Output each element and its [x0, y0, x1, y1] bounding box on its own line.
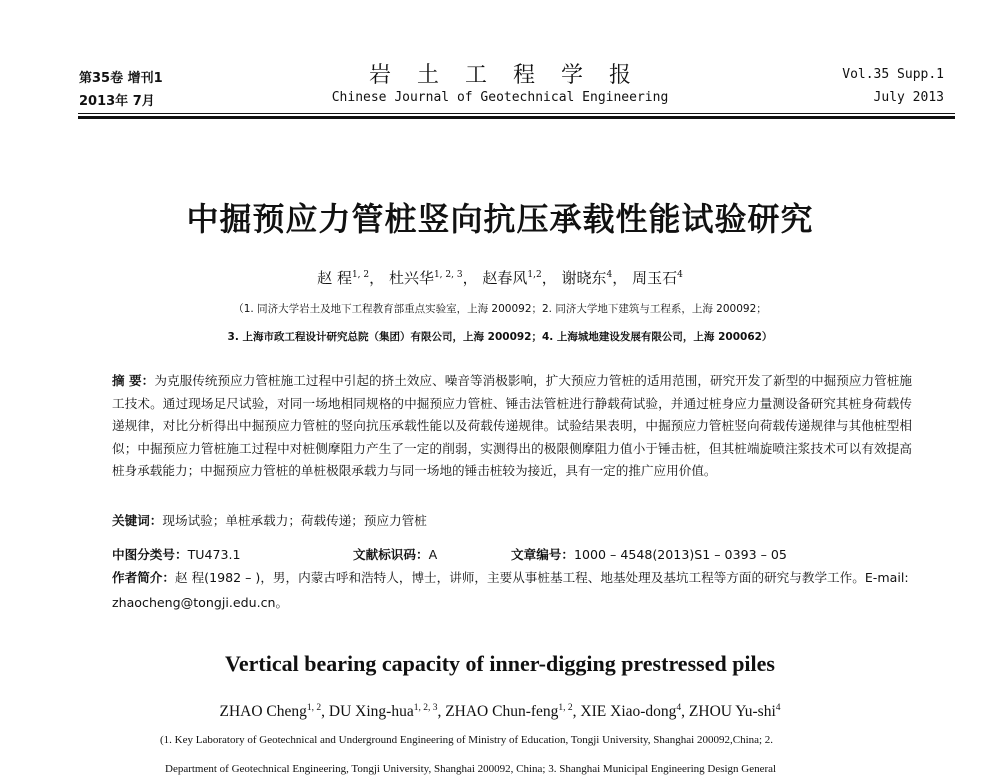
clc-number: 中图分类号：TU473.1	[112, 547, 241, 562]
header-volume: Vol.35 Supp.1	[842, 67, 944, 82]
author-zh: 杜兴华$^{1, 2, 3}$，	[388, 269, 478, 287]
paper-title-zh: 中掘预应力管桩竖向抗压承载性能试验研究	[186, 200, 814, 238]
author-list-en	[0, 703, 1000, 721]
keywords-text: 现场试验；单桩承载力；荷载传递；预应力管桩	[162, 513, 427, 528]
bio-label: 作者简介：	[112, 570, 175, 585]
author-en: ZHOU Yu-shi$^4$	[688, 703, 781, 721]
author-bio	[112, 566, 912, 615]
author-en: DU Xing-hua$^{1, 2, 3}$,	[328, 703, 446, 721]
author-en: ZHAO Chun-feng$^{1, 2}$,	[445, 703, 581, 721]
journal-title-zh: 岩土工程学报	[368, 63, 657, 88]
header-rule-thick	[78, 116, 955, 119]
affiliation-en-line: Department of Geotechnical Engineering, Tongji University, Shanghai 200092, China; 3. Shanghai Municipal Engineering Design General	[165, 763, 777, 775]
affiliation-zh-line: （1. 同济大学岩土及地下工程教育部重点实验室，上海 200092；2. 同济大学地下建筑与工程系，上海 200092；	[233, 303, 767, 315]
bio-text: 赵 程(1982 – )，男，内蒙古呼和浩特人，博士，讲师，主要从事桩基工程、地基处理及基坑工程等方面的研究与教学工作。E-mail: zhaocheng@tongji.edu.cn。	[112, 570, 909, 610]
header-issue: 第35卷 增刊1	[79, 71, 163, 86]
keywords-zh	[112, 510, 427, 529]
abstract-text: 为克服传统预应力管桩施工过程中引起的挤土效应、噪音等消极影响，扩大预应力管桩的适用范围，研究开发了新型的中掘预应力管桩施工技术。通过现场足尺试验，对同一场地相同规格的中掘预应力管桩、锤击法管桩进行静载荷试验，并通过桩身应力量测设备研究其桩身荷载传递规律，对比分析得出中掘预应力管桩的竖向抗压承载性能以及荷载传递规律。试验结果表明，中掘预应力管桩竖向荷载传递规律与其他桩型相似；中掘预应力管桩施工过程中对桩侧摩阻力产生了一定的削弱，实测得出的极限侧摩阻力值小于锤击桩，但其桩端旋喷注浆技术可以有效提高桩身承载能力；中掘预应力管桩的单桩极限承载力与同一场地的锤击桩较为接近，具有一定的推广应用价值。	[112, 373, 913, 478]
abstract-zh	[112, 370, 912, 483]
author-zh: 赵春风$^{1,2}$，	[482, 269, 557, 287]
author-en: ZHAO Cheng$^{1, 2}$,	[219, 703, 329, 721]
abstract-label: 摘 要：	[112, 373, 155, 388]
journal-title-en: Chinese Journal of Geotechnical Engineering	[331, 90, 669, 105]
header-date-en: July 2013	[873, 90, 944, 105]
author-en: XIE Xiao-dong$^4$,	[580, 703, 689, 721]
keywords-label: 关键词：	[112, 513, 163, 528]
header-date-zh: 2013年 7月	[79, 94, 155, 109]
header-rule-thin	[78, 113, 955, 114]
affiliation-en-line: (1. Key Laboratory of Geotechnical and Underground Engineering of Ministry of Education, Tongji University, Shanghai 200092,China; 2.	[160, 734, 774, 746]
author-list-zh	[0, 267, 1000, 288]
author-zh: 谢晓东$^4$，	[561, 269, 628, 287]
paper-title-en: Vertical bearing capacity of inner-digging prestressed piles	[225, 651, 775, 676]
author-zh: 周玉石$^4$	[632, 269, 683, 287]
author-zh: 赵 程$^{1, 2}$，	[317, 269, 385, 287]
affiliation-zh-line: 3. 上海市政工程设计研究总院（集团）有限公司，上海 200092；4. 上海城地建设发展有限公司，上海 200062）	[227, 331, 773, 343]
document-code: 文献标识码：A	[353, 547, 438, 562]
article-number: 文章编号：1000 – 4548(2013)S1 – 0393 – 05	[511, 547, 787, 562]
